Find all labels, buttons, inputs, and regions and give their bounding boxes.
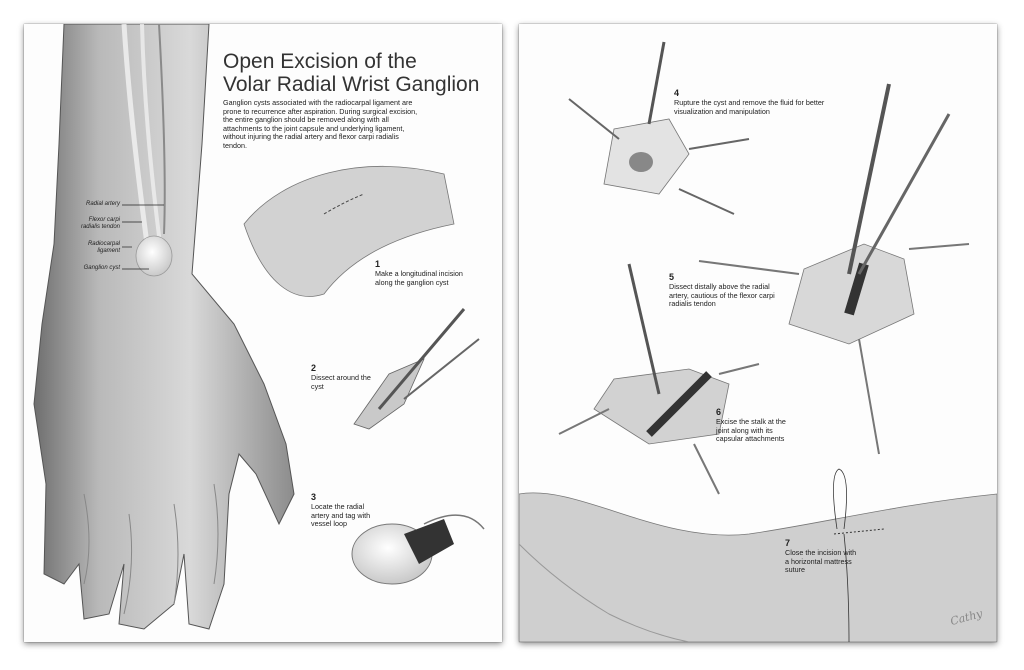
step-7-number: 7 xyxy=(785,538,791,548)
step-4-number: 4 xyxy=(674,88,680,98)
step-2-number: 2 xyxy=(311,363,317,373)
title-line-2: Volar Radial Wrist Ganglion xyxy=(223,73,480,96)
step-4 xyxy=(674,88,834,116)
label-radiocarpal-line2: ligament xyxy=(97,247,120,254)
step-3 xyxy=(311,492,373,529)
step-4-text: Rupture the cyst and remove the fluid for better visualization and manipulation xyxy=(674,98,825,116)
intro-text: Ganglion cysts associated with the radiocarpal ligament are prone to recurrence after aspiration. During surgical excision, the entire ganglion should be removed along with all attachments to the joint capsule and underlying ligament, without injuring the radial artery and flexor carpi radialis tendon. xyxy=(223,98,418,150)
step-1-text: Make a longitudinal incision along the ganglion cyst xyxy=(375,269,463,287)
step-6 xyxy=(716,407,798,444)
step-5 xyxy=(669,272,787,309)
step-6-number: 6 xyxy=(716,407,722,417)
label-radiocarpal-line1: Radiocarpal xyxy=(87,241,120,247)
label-fcr-line2: radialis tendon xyxy=(80,223,120,230)
step-6-text: Excise the stalk at the joint along with its capsular attachments xyxy=(716,417,786,444)
step6-field-shape xyxy=(594,369,729,444)
left-page xyxy=(24,24,502,642)
step-2-text: Dissect around the cyst xyxy=(311,373,371,391)
label-fcr-tendon xyxy=(44,217,120,230)
label-fcr-line1: Flexor carpi xyxy=(88,217,120,223)
artist-signature: Cathy xyxy=(949,606,985,629)
step-5-number: 5 xyxy=(669,272,675,282)
label-radiocarpal-ligament xyxy=(44,241,120,254)
step-3-number: 3 xyxy=(311,492,317,502)
label-radial-artery: Radial artery xyxy=(85,201,120,207)
title-line-1: Open Excision of the xyxy=(223,50,417,73)
step-7-text: Close the incision with a horizontal mattress suture xyxy=(785,548,857,575)
step-5-text: Dissect distally above the radial artery, cautious of the flexor carpi radialis tendon xyxy=(669,282,775,309)
step-1-number: 1 xyxy=(375,259,381,269)
surgery-illustrations xyxy=(519,24,997,642)
right-page xyxy=(519,24,997,642)
ganglion-cyst-shape xyxy=(136,236,172,276)
page-title xyxy=(223,50,493,96)
step7-forearm-shape xyxy=(519,493,997,642)
label-ganglion-cyst: Ganglion cyst xyxy=(83,265,120,271)
step-1 xyxy=(375,259,470,287)
step-3-text: Locate the radial artery and tag with vessel loop xyxy=(311,502,371,529)
step-7 xyxy=(785,538,857,575)
step-2 xyxy=(311,363,371,391)
